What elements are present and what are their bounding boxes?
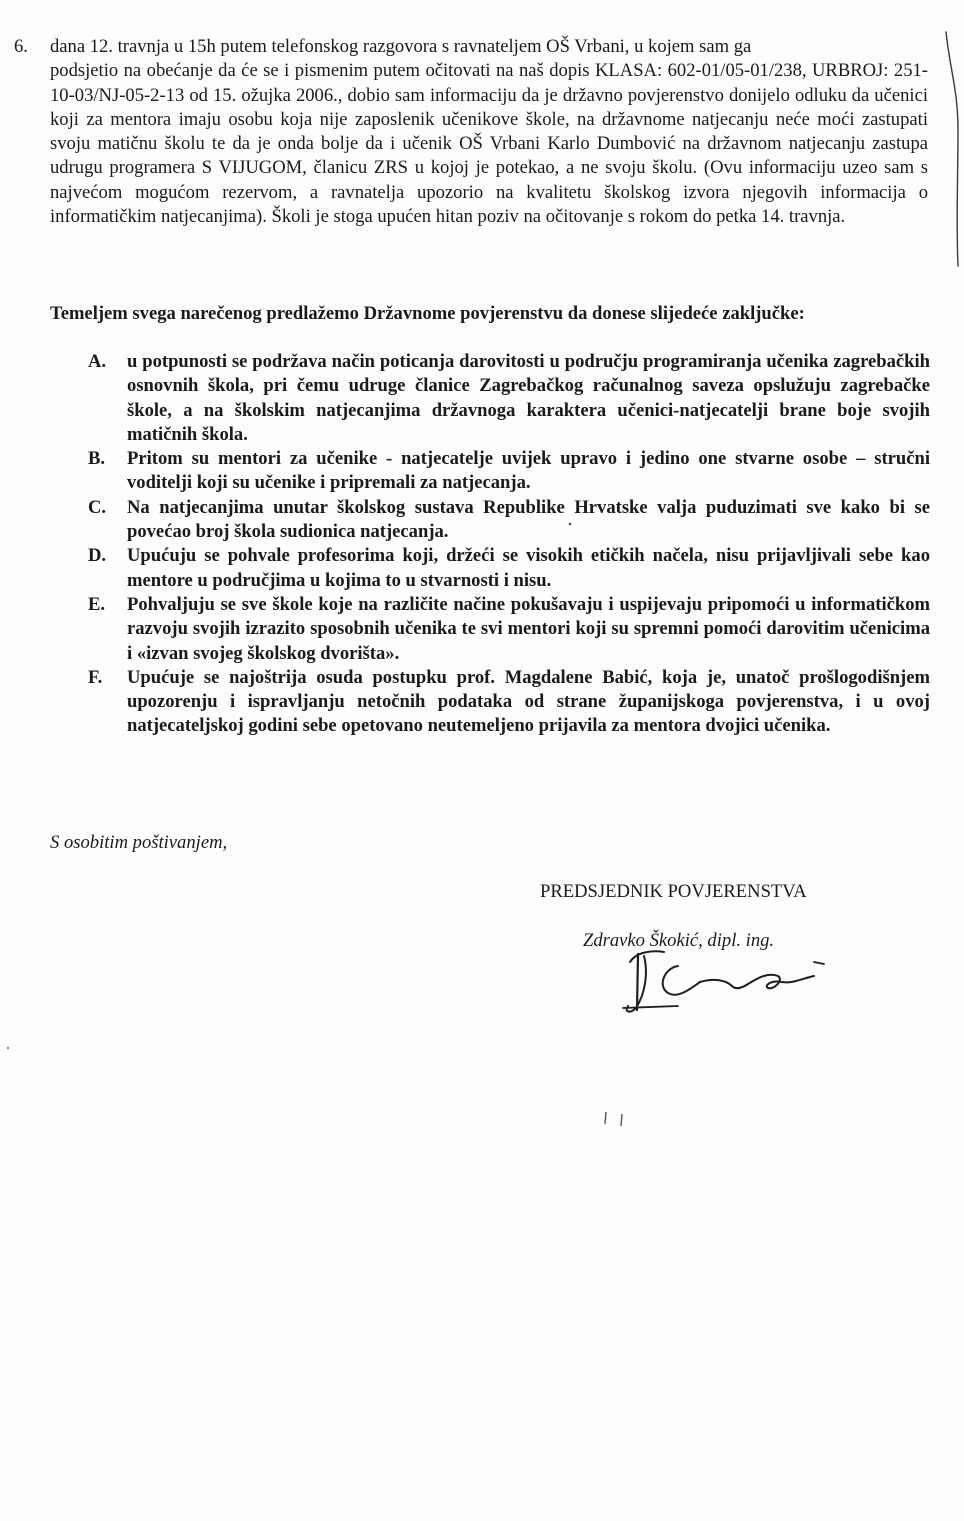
conclusion-item [50,496,930,545]
conclusion-letter: E. [88,593,106,615]
conclusion-item [50,544,930,593]
item-6-body [50,35,928,229]
conclusions-list [50,350,930,739]
conclusion-letter: C. [88,496,107,518]
conclusion-text: Upućuje se najoštrija osuda postupku prof. Magdalene Babić, koja je, unatoč prošlogodišnjem upozorenju i ispravljanju netočnih podataka od strane županijskoga povjerenstva, i u ovoj natjecateljskoj godini sebe opetovano neutemeljeno prijavila za mentora dvojici učenika. [127,666,930,737]
conclusions-intro: Temeljem svega narečenog predlažemo Državnome povjerenstvu da donese slijedeće zaključke: [50,303,805,324]
conclusion-item [50,447,930,496]
handwritten-signature [618,942,838,1020]
conclusion-item [50,350,930,447]
closing-salutation: S osobitim poštivanjem, [50,832,228,853]
signer-title: PREDSJEDNIK POVJERENSTVA [540,881,807,902]
conclusion-letter: D. [88,545,107,567]
conclusion-text: Pohvaljuju se sve škole koje na različite načine pokušavaju i uspijevaju pripomoći u informatičkom razvoju svojih izrazito sposobnih učenika te svi mentori koji su spremni pomoći darovitim učenicima i «izvan svojeg školskog dvorišta». [127,593,930,664]
item-6-first-line: dana 12. travnja u 15h putem telefonskog razgovora s ravnateljem OŠ Vrbani, u kojem sam ga [50,36,752,57]
scan-edge-mark [936,30,964,270]
signer-name: Zdravko Škokić, dipl. ing. [583,930,775,951]
conclusion-text: Upućuju se pohvale profesorima koji, držeći se visokih etičkih načela, nisu prijavljivali sebe kao mentore u područjima u kojima to u stvarnosti i nisu. [127,545,930,591]
conclusion-text: Na natjecanjima unutar školskog sustava Republike Hrvatske valja puduzimati sve kako bi se povećao broj škola sudionica natjecanja. [127,496,930,543]
item-6-paragraph [14,35,928,229]
conclusion-item [50,666,930,739]
conclusion-item [50,593,930,666]
conclusion-text: u potpunosti se podržava način poticanja darovitosti u području programiranja učenika zagrebačkih osnovnih škola, pri čemu udruge članice Zagrebačkog računalnog saveza opslužuju zagrebačke škole, a na školskim natjecanjima državnoga karaktera učenici-natjecatelji brane boje svojih matičnih škola. [127,351,930,445]
conclusion-text: Pritom su mentori za učenike - natjecatelje uvijek upravo i jedino one stvarne osobe – stručni voditelji koji su učenike i pripremali za natjecanja. [127,448,930,494]
item-6-text: podsjetio na obećanje da će se i pismenim putem očitovati na naš dopis KLASA: 602-01/05-01/238, URBROJ: 251-10-03/NJ-05-2-13 od 15. ožujka 2006., dobio sam informaciju da je državno povjerenstvo donijelo odluku da učenici koji za mentora imaju osobu koja nije zaposlenik učenikove škole, na državnome natjecanju neće moći zastupati svoju matičnu školu te da je onda bolje da i učenik OŠ Vrbani Karlo Dumbović na državnom natjecanju zastupa udrugu programera S VIJUGOM, članicu ZRS u kojoj je potekao, a ne svoju školu. (Ovu informaciju uzeo sam s najvećom mogućom rezervom, a ravnatelja upozorio na kvalitetu školskog izvora njegovih informacija o informatičkim natjecanjima). Školi je stoga upućen hitan poziv na očitovanje s rokom do petka 14. travnja. [50,60,928,228]
conclusion-letter: A. [88,351,107,372]
conclusion-letter: B. [88,448,106,470]
item-6-number: 6. [14,36,28,57]
conclusion-letter: F. [88,666,103,688]
